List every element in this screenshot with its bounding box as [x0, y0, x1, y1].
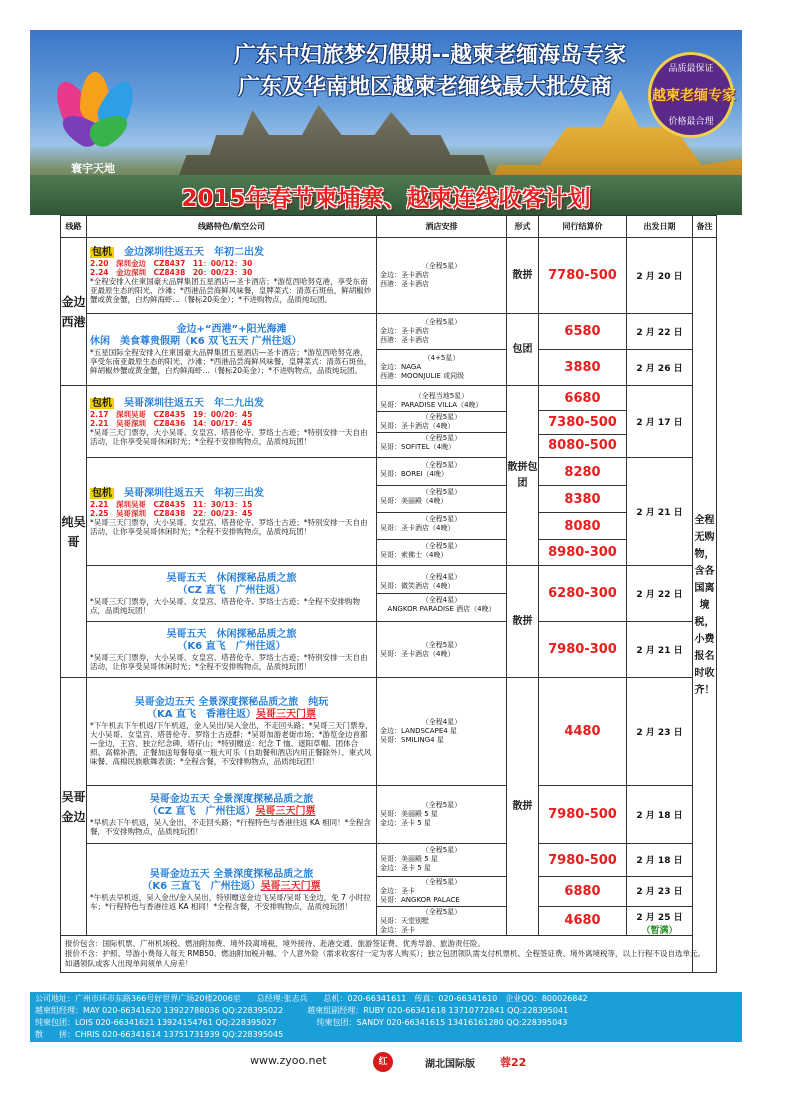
hotel-star: （全程5星）: [421, 412, 462, 421]
header-date: 出发日期: [627, 216, 693, 238]
hotel-star: （全程4星）: [421, 596, 462, 604]
form-cell: 散拼包团: [507, 386, 539, 566]
route-subtitle: （CZ 直飞 广州往返）: [147, 805, 256, 817]
hotel-line: 吴哥：圣卡酒店（4晚）: [380, 649, 455, 658]
route-cell: 金边西港: [61, 238, 87, 386]
date-value: 2 月 23 日: [627, 877, 692, 907]
headline-2: 广东及华南地区越柬老缅线最大批发商: [237, 75, 612, 100]
price-value: 8080: [539, 513, 626, 540]
hotel-star: （全程5星）: [421, 877, 462, 886]
hotel-star: （全程5星）: [421, 433, 462, 442]
table-row: [61, 844, 717, 936]
route-description: *吴哥三天门票券，大小吴哥、女皇宫、塔普伦寺、罗络士古迹；*全程不安排购物点，品质纯玩团！: [90, 596, 360, 615]
price-value: 7980-500: [539, 845, 626, 877]
table-row: [61, 386, 717, 458]
hotel-star: （全程5星）: [421, 801, 462, 809]
route-subtitle: （K6 三直飞 广州往返）: [142, 880, 261, 892]
quality-badge: [648, 52, 734, 138]
website-link[interactable]: www.zyoo.net: [250, 1054, 327, 1067]
badge-top-text: 品质最保证: [668, 64, 714, 74]
page-footer: [0, 1052, 800, 1072]
date-cell: 2 月 17 日: [627, 386, 693, 458]
date-cell: 2 月 22 日: [627, 314, 693, 350]
route-description: *全程安排入住柬国豪大品牌集团五星酒店—圣卡酒店；*游览西哈努克港，享受东南亚最原生态的阳光、沙滩；*西港品尝海鲜风味餐，皇牌菜式：清蒸石斑鱼，鲜胡椒炒蟹或黄金蟹，白灼鲜海虾…（餐标20美金）；*不进购物点，品质纯玩团。: [90, 277, 372, 304]
hotel-line: 吴哥：ANGKOR PALACE: [380, 895, 460, 904]
price-cell: 6280-300: [539, 566, 627, 622]
hotel-line: 吴哥：SOFITEL（4晚）: [380, 442, 456, 451]
date-cell: 2 月 22 日: [627, 566, 693, 622]
table-row: [61, 314, 717, 350]
hotel-line: 西港：圣卡酒店: [380, 336, 429, 344]
hotel-star: （全程5星）: [421, 907, 462, 916]
price-cell: 7780-500: [539, 238, 627, 314]
hotel-cell: [377, 314, 507, 350]
form-cell: 包团: [507, 314, 539, 386]
hotel-star: （全程4星）: [421, 718, 462, 726]
badge-main-text: 越柬老缅专家: [652, 88, 736, 104]
contact-line: 公司地址：广州市环市东路366号好世界广场20楼2006室 总经理:张志兵 总机：020-66341611 传真：020-66341610 企业QQ：800026842: [35, 994, 588, 1003]
feature-cell: [87, 386, 377, 458]
table-row: [61, 566, 717, 622]
note-cell: 全程无购物，含各国离境税，小费报名时收齐！: [693, 238, 717, 973]
sold-out-note: （暂满）: [641, 925, 678, 936]
hotel-line: ANGKOR PARADISE 酒店（4晚）: [387, 605, 496, 613]
hotel-line: 吴哥：美丽殿（4晚）: [380, 496, 448, 505]
hotel-cell: [377, 238, 507, 314]
route-subtitle: （K6 直飞 广州往返）: [177, 640, 286, 652]
hotel-line: 吴哥：天堂别墅: [380, 916, 429, 925]
price-value: 4680: [564, 912, 601, 928]
date-value: 2 月 25 日: [636, 912, 683, 923]
header-price: 同行结算价: [539, 216, 627, 238]
plan-title: 2015年春节柬埔寨、越柬连线收客计划: [181, 186, 591, 212]
feature-cell: [87, 238, 377, 314]
price-value: 8280: [539, 459, 626, 486]
route-title: 吴哥五天 休闲探秘品质之旅: [166, 628, 297, 640]
route-title: 吴哥金边五天 全景深度探秘品质之旅: [149, 793, 314, 805]
route-title: 金边+“西港”+阳光海滩: [176, 324, 287, 335]
price-value: 8080-500: [548, 437, 617, 453]
date-cell: 2 月 23 日: [627, 678, 693, 786]
date-value: 2 月 18 日: [627, 845, 692, 877]
route-title: 吴哥深圳往返五天 年初三出发: [124, 487, 264, 499]
table-header: [61, 216, 717, 238]
route-title: 金边深圳往返五天 年初二出发: [124, 247, 264, 258]
hotel-cell: [377, 350, 507, 386]
route-subtitle: 休闲 美食尊贵假期（K6 双飞五天 广州往返）: [90, 336, 302, 347]
price-excludes: 报价不含：护照、导游小费每人每天 RMB50、燃油附加税升幅、个人意外险（需求收客付一定为客人购买）；独立包团领队需支付机票机、全程签证费、境外离境税等，以上行程不设自选单元。如遇领队或客人出现单间须单人房差！: [65, 949, 705, 968]
route-cell: 吴哥金边: [61, 678, 87, 936]
feature-cell: [87, 314, 377, 386]
hotel-line: 吴哥：微笑酒店（4晚）: [380, 582, 455, 590]
hotel-line: 金边：圣卡: [380, 886, 415, 895]
hotel-line: 吴哥：美丽殿 5 星: [380, 810, 438, 818]
hotel-line: 金边：圣卡酒店: [380, 327, 429, 335]
ticket-highlight: 吴哥三天门票: [260, 880, 321, 892]
hotel-star: （全程5星）: [421, 541, 462, 550]
contact-line: 纯柬包团：LOIS 020-66341621 13924154761 QQ:228395027 纯柬包团：SANDY 020-66341615 13416161280 QQ:228395043: [35, 1018, 568, 1027]
route-description: *下午机去下午机返/下午机返，金入吴出/吴入金出，不走回头路；*吴哥三天门票券，大小吴哥、女皇宫、塔普伦寺、罗络士古迹群；*吴哥加游老街市场；*游览金边首都—金边，王宫、独立纪念碑、塔仔山；*特别赠送：纪念 T 恤、遮阳草帽、团体合照、高棉补酒、正餐加送每餐每桌一瓶大可乐（自助餐和酒店内用正餐除外）、柬式风味餐、高棉民族歌舞表演；*全程含餐，不安排购物点，品质纯玩团！: [90, 721, 373, 766]
hotel-line: 金边：圣卡 5 星: [380, 819, 431, 827]
hotel-line: 吴哥：BOREI（4晚）: [380, 469, 448, 478]
hotel-star: （全程5星）: [421, 318, 462, 326]
form-cell: 散拼: [507, 678, 539, 936]
hotel-line: 西港：MOONJULIE 或同级: [380, 372, 465, 380]
route-description: *五星国际全程安排入住柬国豪大品牌集团五星酒店—圣卡酒店；*游览西哈努克港，享受东南亚最原生态的阳光、沙滩；*西港品尝海鲜风味餐，皇牌菜式：清蒸石斑鱼，鲜胡椒炒蟹或黄金蟹，白灼鲜海虾…（餐标20美金）；*不进购物点，品质纯玩团。: [90, 348, 372, 375]
price-value: 7380-500: [539, 411, 626, 435]
route-title: 吴哥金边五天 全景深度探秘品质之旅 纯玩: [134, 697, 329, 708]
hotel-star: （全程5星）: [421, 640, 462, 649]
price-cell: 7980-500: [539, 786, 627, 844]
table-row: [61, 622, 717, 678]
inclusions-row: [61, 936, 717, 973]
ticket-highlight: 吴哥三天门票: [255, 805, 316, 817]
hotel-star: （全程5星）: [421, 487, 462, 496]
hotel-line: 吴哥：SMILING4 星: [380, 736, 444, 744]
hotel-cell: [377, 458, 507, 566]
price-includes: 报价包含：国际机票、广州机场税、燃油附加费、境外段离境税、境外接待、赴港交通、旅游签证费、优秀导游、旅游责任险。: [65, 939, 485, 948]
table-row: [61, 786, 717, 844]
form-cell: 散拼: [507, 238, 539, 314]
route-title: 吴哥深圳往返五天 年二九出发: [124, 397, 264, 409]
badge-bottom-text: 价格最合理: [668, 117, 714, 127]
flight-info: 2.21 深圳吴哥 CZ8435 11：30/13：15: [90, 499, 253, 509]
date-cell: 2 月 21 日: [627, 458, 693, 566]
price-cell: [539, 458, 627, 566]
flight-info: 2.17 深圳吴哥 CZ8435 19：00/20：45: [90, 409, 253, 419]
charter-tag: 包机: [92, 397, 112, 409]
hotel-line: 金边：LANDSCAPE4 星: [380, 727, 457, 735]
hotel-line: 吴哥：圣卡酒店（4晚）: [380, 523, 455, 532]
hotel-line: 吴哥：圣卡酒店（4晚）: [380, 421, 455, 430]
header-route: 线路: [61, 216, 87, 238]
hotel-line: 金边：圣卡: [380, 925, 415, 934]
route-description: *吴哥三天门票券，大小吴哥、女皇宫、塔普伦寺、罗络士古迹；*特别安排一天自由活动，让你享受吴哥休闲时光；*全程不安排购物点，品质纯玩团！: [90, 652, 368, 671]
feature-cell: [87, 786, 377, 844]
date-cell: 2 月 18 日: [627, 786, 693, 844]
charter-tag: 包机: [92, 247, 112, 258]
route-description: *早机去下午机返，吴入金出，不走回头路；*行程特色与香港往返 KA 相同！*全程含餐，不安排购物点，品质纯玩团！: [90, 817, 371, 836]
feature-cell: [87, 678, 377, 786]
table-row: [61, 678, 717, 786]
price-value: 8380: [539, 486, 626, 513]
charter-tag: 包机: [92, 487, 112, 499]
flight-info: 2.24 金边深圳 CZ8438 20：00/23：30: [90, 268, 253, 277]
hotel-cell: [377, 844, 507, 936]
price-value: 6680: [539, 387, 626, 411]
date-cell: [627, 844, 693, 936]
feature-cell: [87, 622, 377, 678]
feature-cell: [87, 844, 377, 936]
hotel-cell: [377, 566, 507, 622]
hotel-cell: [377, 622, 507, 678]
route-title: 吴哥五天 休闲探秘品质之旅: [166, 572, 297, 584]
route-description: *吴哥三天门票券，大小吴哥、女皇宫、塔普伦寺、罗络士古迹；*特别安排一天自由活动，让你享受吴哥休闲时光；*全程不安排购物点，品质纯玩团！: [90, 427, 368, 446]
hotel-star: （全程5星）: [421, 460, 462, 469]
price-cell: [539, 386, 627, 458]
table-row: [61, 238, 717, 314]
price-cell: 3880: [539, 350, 627, 386]
hotel-star: （全程5星）: [421, 262, 462, 270]
hotel-star: （全程5星）: [421, 845, 462, 854]
hotel-line: 西港：圣卡酒店: [380, 280, 429, 288]
hotel-line: 吴哥：索佛士（4晚）: [380, 550, 448, 559]
price-cell: 4480: [539, 678, 627, 786]
hotel-line: 吴哥：PARADISE VILLA（4晚）: [380, 400, 483, 409]
hotel-line: 金边：圣卡酒店: [380, 271, 429, 279]
route-cell: 纯吴哥: [61, 386, 87, 678]
hotel-star: （全程当地5星）: [414, 391, 469, 400]
hotel-cell: [377, 786, 507, 844]
ticket-highlight: 吴哥三天门票: [255, 709, 316, 720]
header-hotel: 酒店安排: [377, 216, 507, 238]
flight-info: 2.25 吴哥深圳 CZ8438 22：00/23：45: [90, 508, 253, 518]
header-form: 形式: [507, 216, 539, 238]
contact-line: 散 拼：CHRIS 020-66341614 13751731939 QQ:228395045: [35, 1030, 284, 1039]
price-value: 8980-300: [548, 544, 617, 560]
flight-info: 2.21 吴哥深圳 CZ8436 14：00/17：45: [90, 418, 253, 428]
price-cell: 7980-300: [539, 622, 627, 678]
hotel-line: 吴哥：美丽殿 5 星: [380, 854, 438, 863]
form-cell: 散拼: [507, 566, 539, 678]
price-cell: [539, 844, 627, 936]
hotel-star: （全程4星）: [421, 573, 462, 581]
hotel-cell: [377, 386, 507, 458]
edition-label: 湖北国际版: [425, 1059, 475, 1070]
route-subtitle: （KA 直飞 香港往返）: [147, 709, 256, 720]
contact-bar: [30, 992, 742, 1042]
inclusions-cell: [61, 936, 717, 973]
company-logo: [38, 70, 148, 180]
red-seal-icon: 红: [373, 1052, 393, 1072]
hotel-star: （全程5星）: [421, 514, 462, 523]
route-title: 吴哥金边五天 全景深度探秘品质之旅: [149, 868, 314, 880]
hotel-line: 金边：圣卡 5 星: [380, 863, 431, 872]
logo-text: 寰宇天地: [71, 162, 115, 175]
date-cell: 2 月 26 日: [627, 350, 693, 386]
feature-cell: [87, 566, 377, 622]
contact-line: 越柬组经理：MAY 020-66341620 13922788036 QQ:228395022 越柬组副经理：RUBY 020-66341618 13710772841 QQ:228395041: [35, 1006, 569, 1015]
route-subtitle: （CZ 直飞 广州往返）: [177, 584, 286, 596]
hotel-star: （4+5星）: [423, 354, 460, 362]
hotel-line: 金边：NAGA: [380, 363, 422, 371]
header-note: 备注: [693, 216, 717, 238]
feature-cell: [87, 458, 377, 566]
route-description: *吴哥三天门票券，大小吴哥、女皇宫、塔普伦寺、罗络士古迹；*特别安排一天自由活动，让你享受吴哥休闲时光；*全程不安排购物点，品质纯玩团！: [90, 517, 368, 536]
hotel-cell: [377, 678, 507, 786]
date-cell: 2 月 20 日: [627, 238, 693, 314]
price-value: 6880: [539, 877, 626, 907]
banner: [30, 30, 742, 215]
table-row: [61, 458, 717, 566]
header-feature: 线路特色/航空公司: [87, 216, 377, 238]
page-number: 蓉22: [500, 1056, 527, 1069]
flight-info: 2.20 深圳金边 CZ8437 11：00/12：30: [90, 259, 253, 268]
route-description: *午机去早机返，吴入金出/金入吴出，特别赠送金边飞吴哥/吴哥飞金边，免 7 小时拉车；*行程特色与香港往返 KA 相同！*全程含餐，不安排购物点，品质纯玩团！: [90, 892, 371, 911]
headline-1: 广东中妇旅梦幻假期--越柬老缅海岛专家: [233, 43, 627, 68]
price-cell: 6580: [539, 314, 627, 350]
itinerary-table: [60, 215, 717, 973]
date-cell: 2 月 21 日: [627, 622, 693, 678]
